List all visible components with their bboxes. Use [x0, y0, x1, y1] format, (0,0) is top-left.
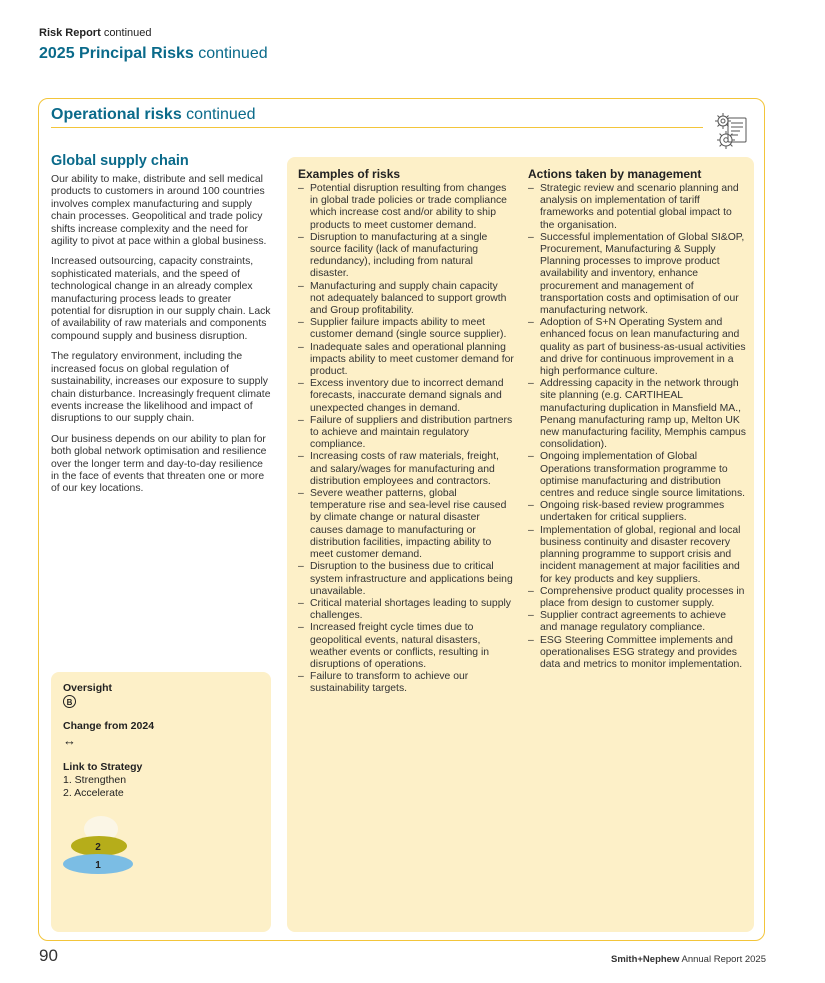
- risk-title: Global supply chain: [51, 153, 189, 169]
- oversight-badge: B: [63, 695, 76, 708]
- strategy-item: 2. Accelerate: [63, 787, 124, 799]
- list-item: – Adoption of S+N Operating System and enhanced focus on lean manufacturing and quality as part of business-as-usual activities and drive for continuous improvement in a high performance culture.: [528, 317, 746, 378]
- actions-list: [528, 183, 746, 671]
- risk-paragraph: Our ability to make, distribute and sell medical products to customers in around 100 countries involves complex manufacturing and supply chain processes. Geopolitical and trade policy shifts increase complexity and the need for agility to pivot at pace within a global business.: [51, 174, 267, 248]
- risk-paragraph: Increased outsourcing, capacity constraints, sophisticated materials, and the speed of technological change in an already complex manufacturing process leads to greater potential for disruption in our supply chain. Lack of availability of raw materials and components compound supply and business disruption.: [51, 256, 271, 342]
- list-item: – Inadequate sales and operational planning impacts ability to meet customer demand for product.: [298, 342, 514, 379]
- strategy-stones-icon: [63, 812, 143, 876]
- risk-description: [51, 153, 273, 504]
- list-item: – Addressing capacity in the network through site planning (e.g. CARTIHEAL manufacturing duplication in Mansfield MA., Penang manufacturing ramp up, Melton UK new manufacturing facility, Memphis campus consolidation).: [528, 378, 746, 451]
- stone-label: 1: [95, 860, 101, 871]
- strategy-label: Link to Strategy: [63, 761, 143, 773]
- heading-divider: [51, 127, 703, 128]
- section-label: Risk Report continued: [39, 27, 152, 39]
- actions-column: [528, 167, 746, 671]
- left-right-arrow-icon: ↔: [63, 733, 76, 748]
- list-item: – Excess inventory due to incorrect demand forecasts, inaccurate demand signals and unexpected changes in demand.: [298, 378, 514, 415]
- list-item: – Failure to transform to achieve our sustainability targets.: [298, 671, 514, 695]
- list-item: – Disruption to the business due to critical system infrastructure and applications being unavailable.: [298, 561, 514, 598]
- actions-heading: Actions taken by management: [528, 167, 702, 181]
- footer-brand: Smith+Nephew Annual Report 2025: [610, 954, 766, 965]
- risk-paragraph: Our business depends on our ability to plan for both global network optimisation and resilience over the longer term and day-to-day resilience in the face of events that threaten one or more of our key locations.: [51, 433, 267, 495]
- risk-paragraph: The regulatory environment, including the increased focus on global regulation of sustainability, increases our exposure to supply chain disturbance. Increasingly frequent climate events increase the likelihood and impact of disruptions to our supply chain.: [51, 351, 271, 425]
- list-item: – Supplier contract agreements to achieve and manage regulatory compliance.: [528, 610, 746, 634]
- list-item: – Implementation of global, regional and local business continuity and disaster recovery planning programme to support crisis and incident management at major facilities and for key products and key suppliers.: [528, 525, 746, 586]
- list-item: – Supplier failure impacts ability to meet customer demand (single source supplier).: [298, 317, 514, 341]
- list-item: – Manufacturing and supply chain capacity not adequately balanced to support growth and Group profitability.: [298, 281, 514, 318]
- list-item: – Ongoing risk-based review programmes undertaken for critical suppliers.: [528, 500, 746, 524]
- stone-label: 2: [95, 842, 101, 853]
- page-title: 2025 Principal Risks continued: [39, 45, 268, 62]
- examples-heading: Examples of risks: [298, 167, 401, 181]
- examples-column: [298, 167, 514, 696]
- list-item: – ESG Steering Committee implements and operationalises ESG strategy and provides data and metrics to monitor implementation.: [528, 635, 746, 672]
- list-item: – Successful implementation of Global SI&OP, Procurement, Manufacturing & Supply Planning processes to improve product availability and inventory, enhance procurement and management of transportation costs and optimisation of our manufacturing network.: [528, 232, 746, 317]
- list-item: – Potential disruption resulting from changes in global trade policies or trade compliance which increase cost and/or ability to ship products to meet customer demand.: [298, 183, 514, 232]
- strategy-item: 1. Strengthen: [63, 774, 127, 786]
- risk-summary-box: [51, 672, 271, 932]
- list-item: – Increasing costs of raw materials, freight, and salary/wages for manufacturing and distribution employees and contractors.: [298, 451, 514, 488]
- change-label: Change from 2024: [63, 720, 155, 732]
- oversight-label: Oversight: [63, 682, 113, 694]
- operational-risks-heading: Operational risks continued: [51, 106, 256, 123]
- list-item: – Ongoing implementation of Global Operations transformation programme to optimise manufacturing and distribution centres and reduce single source limitations.: [528, 451, 746, 500]
- list-item: – Severe weather patterns, global temperature rise and sea-level rise caused by climate change or natural disaster causes damage to manufacturing or distribution facilities, impacting ability to meet customer demand.: [298, 488, 514, 561]
- list-item: – Comprehensive product quality processes in place from design to customer supply.: [528, 586, 746, 610]
- list-item: – Critical material shortages leading to supply challenges.: [298, 598, 514, 622]
- examples-list: [298, 183, 514, 696]
- list-item: – Strategic review and scenario planning and analysis on implementation of tariff frameworks and potential global impact to the organisation.: [528, 183, 746, 232]
- list-item: – Disruption to manufacturing at a single source facility (lack of manufacturing redundancy), including from natural disaster.: [298, 232, 514, 281]
- list-item: – Failure of suppliers and distribution partners to achieve and maintain regulatory compliance.: [298, 415, 514, 452]
- list-item: – Increased freight cycle times due to geopolitical events, natural disasters, weather events or conflicts, resulting in disruptions of operations.: [298, 622, 514, 671]
- page-number: 90: [39, 946, 58, 965]
- gear-document-icon: [712, 110, 754, 152]
